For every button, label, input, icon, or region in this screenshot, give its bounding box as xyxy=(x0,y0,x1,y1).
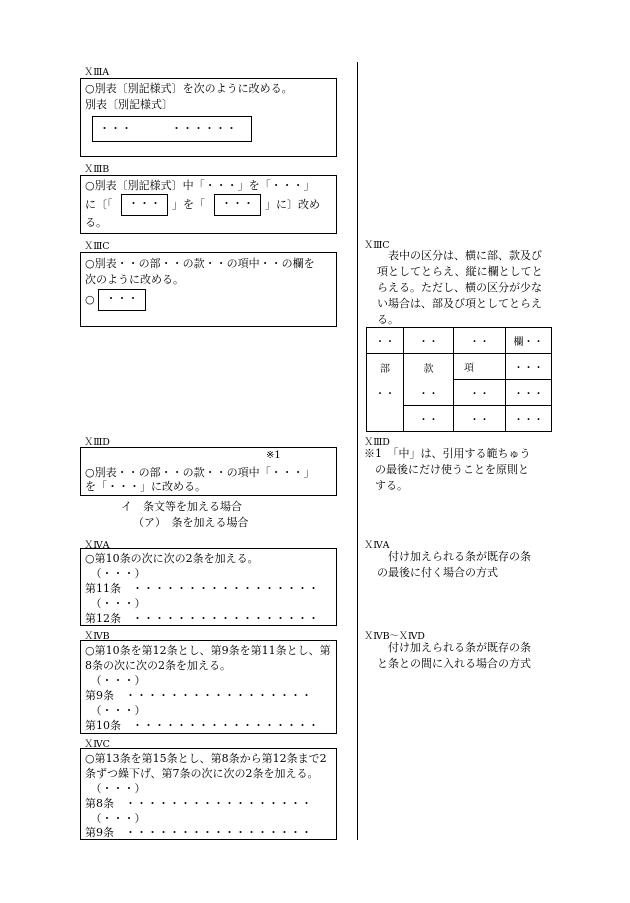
note-line: 表中の区分は、横に部、款及び xyxy=(366,249,542,262)
heading-a: （ア） 条を加える場合 xyxy=(133,516,249,529)
amendment-text: 第9条 ・・・・・・・・・・・・・・・・・ xyxy=(85,689,312,702)
amendment-text: を「・・・」に改める。 xyxy=(85,480,206,493)
amendment-text: 第11条 ・・・・・・・・・・・・・・・・・ xyxy=(85,582,319,595)
table-cell: ・・・ xyxy=(506,380,552,406)
section-label-13c-note: ＸⅢC xyxy=(364,240,390,251)
section-label-14a-note: ＸⅣA xyxy=(364,540,390,551)
amendment-text: ○第13条を第15条とし、第8条から第12条まで2 xyxy=(85,752,327,765)
replace-to-box: ・・・ xyxy=(214,194,261,216)
replace-from-box: ・・・ xyxy=(121,194,168,216)
note-line: ※1 「中」は、引用する範ちゅう xyxy=(364,447,531,460)
amendment-text: 第12条 ・・・・・・・・・・・・・・・・・ xyxy=(85,612,319,625)
amendment-box-14b xyxy=(80,640,337,734)
table-cell: ・・ xyxy=(404,406,454,432)
amendment-box-13c xyxy=(80,252,337,327)
section-label-13c: ＸⅢC xyxy=(84,241,110,252)
column-sample-box: ・・・ xyxy=(98,289,146,311)
amendment-box-14a xyxy=(80,548,337,626)
amendment-text: ○別表〔別記様式〕中「・・・」を「・・・」 xyxy=(85,179,315,192)
article-label: 款 xyxy=(423,364,434,375)
amendment-text: ○第10条を第12条とし、第9条を第11条とし、第 xyxy=(85,644,331,657)
amendment-text: 」に〕改め xyxy=(265,198,320,211)
note-14bd xyxy=(366,640,558,672)
table-cell: ・・・ xyxy=(506,406,552,432)
note-13d xyxy=(364,446,556,494)
amendment-text: （・・・） xyxy=(85,704,146,717)
form-dots-a: ・・・ xyxy=(99,122,132,135)
amendment-box-13a xyxy=(80,78,337,157)
table-cell-article xyxy=(404,354,454,406)
note-13c xyxy=(366,248,556,328)
form-dots-b: ・・・・・・ xyxy=(171,122,237,135)
table-cell: ・・ xyxy=(454,406,506,432)
section-label-14c: ＸⅣC xyxy=(84,739,110,750)
amendment-box-14c xyxy=(80,748,337,840)
note-line: い場合は、部及び項としてとらえ xyxy=(366,297,542,310)
amendment-text: 第9条 ・・・・・・・・・・・・・・・・・ xyxy=(85,826,312,839)
amendment-text: 8条の次に次の2条を加える。 xyxy=(85,659,231,672)
section-label-13d: ＸⅢD xyxy=(84,437,110,448)
section-label-13d-note: ＸⅢD xyxy=(364,437,390,448)
heading-i: イ 条文等を加える場合 xyxy=(121,500,242,513)
amendment-text: 」を「 xyxy=(172,198,205,211)
table-cell: ・・ xyxy=(404,328,454,354)
amendment-text: （・・・） xyxy=(85,782,146,795)
note-14a xyxy=(366,549,558,581)
amendment-text: （・・・） xyxy=(85,567,146,580)
amendment-text: 条ずつ繰下げ、第7条の次に次の2条を加える。 xyxy=(85,767,319,780)
note-line: と条との間に入れる場合の方式 xyxy=(366,657,531,670)
note-line: 付け加えられる条が既存の条 xyxy=(366,550,531,563)
table-cell: ・・ xyxy=(367,328,404,354)
note-line: らえる。ただし、横の区分が少な xyxy=(366,281,542,294)
amendment-text: ○別表・・の部・・の款・・の項中「・・・」 xyxy=(85,466,315,479)
note-line: の最後にだけ使うことを原則と xyxy=(364,463,529,476)
note-line: 付け加えられる条が既存の条 xyxy=(366,641,531,654)
section-label-14bd-note: ＸⅣB～ＸⅣD xyxy=(364,631,425,642)
column-divider xyxy=(357,62,358,840)
amendment-text: ○第10条の次に次の2条を加える。 xyxy=(85,552,259,565)
amendment-text: 別表〔別記様式〕 xyxy=(85,98,173,111)
table-cell: 項 xyxy=(454,354,506,380)
amendment-text: （・・・） xyxy=(85,597,146,610)
amendment-text: 第10条 ・・・・・・・・・・・・・・・・・ xyxy=(85,719,319,732)
section-label-13b: ＸⅢB xyxy=(84,164,110,175)
circle-mark: ○ xyxy=(85,293,95,306)
note-mark: ※1 xyxy=(266,450,281,461)
table-cell: 欄・・ xyxy=(506,328,552,354)
table-cell-part xyxy=(367,354,404,432)
amendment-text: に〔「 xyxy=(85,198,113,211)
note-line: する。 xyxy=(364,479,408,492)
amendment-text: る。 xyxy=(85,216,107,229)
amendment-text: ○別表〔別記様式〕を次のように改める。 xyxy=(85,82,293,95)
amendment-text: ○別表・・の部・・の款・・の項中・・の欄を xyxy=(85,257,315,270)
table-cell: ・・・ xyxy=(506,354,552,380)
article-dots: ・・ xyxy=(418,389,439,400)
note-line: る。 xyxy=(366,313,399,326)
note-line: の最後に付く場合の方式 xyxy=(366,566,498,579)
part-label: 部 xyxy=(380,364,390,375)
note-line: 項としてとらえ、縦に欄としてと xyxy=(366,265,543,278)
section-label-13a: ＸⅢA xyxy=(84,67,109,78)
part-dots: ・・ xyxy=(375,389,395,400)
amendment-box-13b xyxy=(80,175,337,234)
section-label-14a: ＸⅣA xyxy=(84,540,110,551)
table-cell: ・・ xyxy=(454,328,506,354)
amendment-text: （・・・） xyxy=(85,812,146,825)
form-sample-box xyxy=(92,116,252,142)
classification-table xyxy=(366,327,552,432)
amendment-text: 第8条 ・・・・・・・・・・・・・・・・・ xyxy=(85,797,312,810)
amendment-text: （・・・） xyxy=(85,674,146,687)
amendment-text: 次のように改める。 xyxy=(85,273,184,286)
amendment-box-13d xyxy=(80,447,337,496)
section-label-14b: ＸⅣB xyxy=(84,631,110,642)
table-cell: ・・ xyxy=(454,380,506,406)
